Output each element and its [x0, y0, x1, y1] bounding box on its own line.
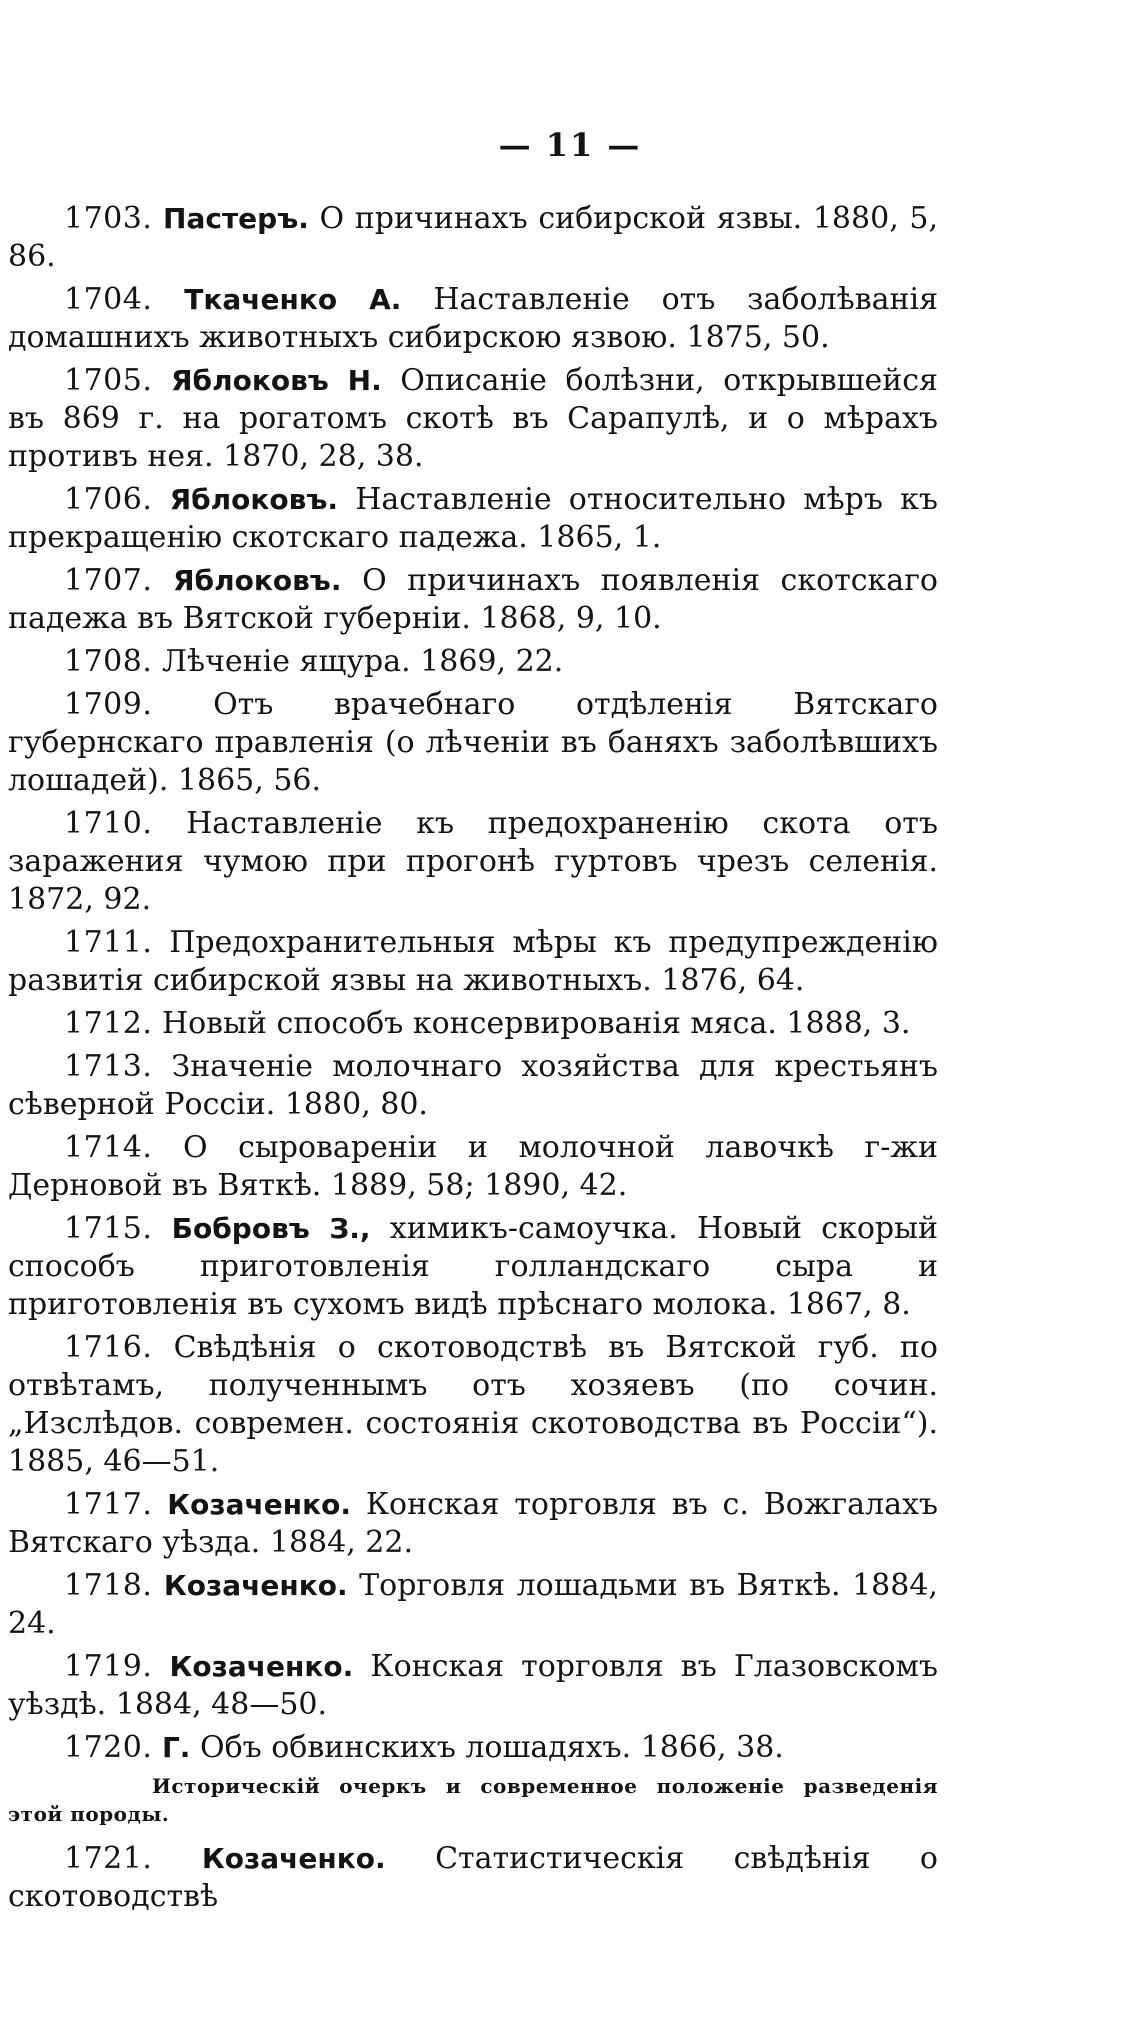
entry-title: Объ обвинскихъ лошадяхъ. 1866, 38. [199, 1730, 784, 1765]
list-item [8, 1648, 938, 1724]
list-item [8, 481, 938, 557]
entry-author: Козаченко. [201, 1842, 386, 1875]
list-item [8, 924, 938, 1000]
entry-number: 1708. [64, 644, 153, 679]
entry-number: 1709. [64, 687, 153, 722]
entry-number: 1704. [64, 282, 153, 317]
entry-number: 1715. [64, 1211, 153, 1246]
list-item [8, 1005, 938, 1043]
list-item [8, 1840, 938, 1916]
entry-author: Яблоковъ. [172, 564, 342, 597]
list-item [8, 1210, 938, 1324]
list-item [8, 805, 938, 919]
entry-title: Значеніе молочнаго хозяйства для крестьянъ сѣверной Россіи. 1880, 80. [8, 1049, 938, 1122]
entry-number: 1711. [64, 925, 153, 960]
entry-author: Яблоковъ Н. [170, 364, 382, 397]
list-item [8, 686, 938, 800]
entry-title: химикъ-самоучка. Новый скорый способъ приготовленія голландскаго сыра и приготовленія въ сухомъ видѣ прѣснаго молока. 1867, 8. [8, 1211, 938, 1322]
entry-number: 1721. [64, 1841, 153, 1876]
entry-title: Наставленіе отъ заболѣванія домашнихъ животныхъ сибирскою язвою. 1875, 50. [8, 282, 938, 355]
list-item [8, 1486, 938, 1562]
entry-title: О причинахъ сибирской язвы. 1880, 5, 86. [8, 201, 938, 274]
entry-title: Наставленіе къ предохраненію скота отъ заражения чумою при прогонѣ гуртовъ чрезъ селенія. 1872, 92. [8, 806, 938, 917]
entry-title: Статистическія свѣдѣнія о скотоводствѣ [8, 1841, 938, 1914]
entry-title: Предохранительныя мѣры къ предупрежденію развитія сибирской язвы на животныхъ. 1876, 64. [8, 925, 938, 998]
entry-number: 1720. [64, 1730, 153, 1765]
entry-number: 1714. [64, 1130, 153, 1165]
list-item [8, 200, 938, 276]
entry-number: 1716. [64, 1330, 153, 1365]
list-item [8, 1567, 938, 1643]
entry-author: Бобровъ З., [171, 1212, 371, 1245]
list-item [8, 643, 938, 681]
list-item [8, 362, 938, 476]
entry-number: 1706. [64, 482, 153, 517]
bibliography-list [8, 200, 938, 1921]
entry-title: Новый способъ консервированія мяса. 1888, 3. [161, 1006, 911, 1041]
entry-number: 1705. [64, 363, 153, 398]
entry-title: Свѣдѣнія о скотоводствѣ въ Вятской губ. по отвѣтамъ, полученнымъ отъ хозяевъ (по сочин. „Изслѣдов. современ. состоянія скотоводства въ Россіи“). 1885, 46—51. [8, 1330, 938, 1479]
entry-title: Торговля лошадьми въ Вяткѣ. 1884, 24. [8, 1568, 938, 1641]
entry-title: Лѣченіе ящура. 1869, 22. [161, 644, 564, 679]
list-item [8, 1329, 938, 1481]
list-item [8, 281, 938, 357]
entry-number: 1703. [64, 201, 153, 236]
entry-author: Пастеръ. [163, 202, 309, 235]
entry-author: Г. [161, 1731, 191, 1764]
entry-number: 1719. [64, 1649, 153, 1684]
entry-author: Яблоковъ. [169, 483, 339, 516]
list-item [8, 1129, 938, 1205]
entry-title: Наставленіе относительно мѣръ къ прекращенію скотскаго падежа. 1865, 1. [8, 482, 938, 555]
list-item [8, 562, 938, 638]
entry-number: 1717. [64, 1487, 153, 1522]
entry-title: О сыровареніи и молочной лавочкѣ г-жи Дерновой въ Вяткѣ. 1889, 58; 1890, 42. [8, 1130, 938, 1203]
entry-title: Конская торговля въ с. Вожгалахъ Вятскаго уѣзда. 1884, 22. [8, 1487, 938, 1560]
entry-title: Отъ врачебнаго отдѣленія Вятскаго губернскаго правленія (о лѣченіи въ баняхъ заболѣвшихъ лошадей). 1865, 56. [8, 687, 938, 798]
page-number: — 11 — [498, 126, 642, 164]
list-item [8, 1048, 938, 1124]
entry-author: Козаченко. [167, 1488, 351, 1521]
entry-number: 1712. [64, 1006, 153, 1041]
entry-author: Козаченко. [163, 1569, 348, 1602]
entry-title: Конская торговля въ Глазовскомъ уѣздѣ. 1884, 48—50. [8, 1649, 938, 1722]
entry-title: Описаніе болѣзни, открывшейся въ 869 г. на рогатомъ скотѣ въ Сарапулѣ, и о мѣрахъ противъ нея. 1870, 28, 38. [8, 363, 938, 474]
entry-author: Козаченко. [169, 1650, 354, 1683]
entry-author: Ткаченко А. [184, 283, 402, 316]
list-item [8, 1729, 938, 1767]
entry-number: 1718. [64, 1568, 153, 1603]
entry-number: 1710. [64, 806, 153, 841]
entry-number: 1707. [64, 563, 153, 598]
entry-number: 1713. [64, 1049, 153, 1084]
entry-note: Историческій очеркъ и современное положеніе разведенія этой породы. [8, 1774, 938, 1826]
entry-title: О причинахъ появленія скотскаго падежа въ Вятской губерніи. 1868, 9, 10. [8, 563, 938, 636]
